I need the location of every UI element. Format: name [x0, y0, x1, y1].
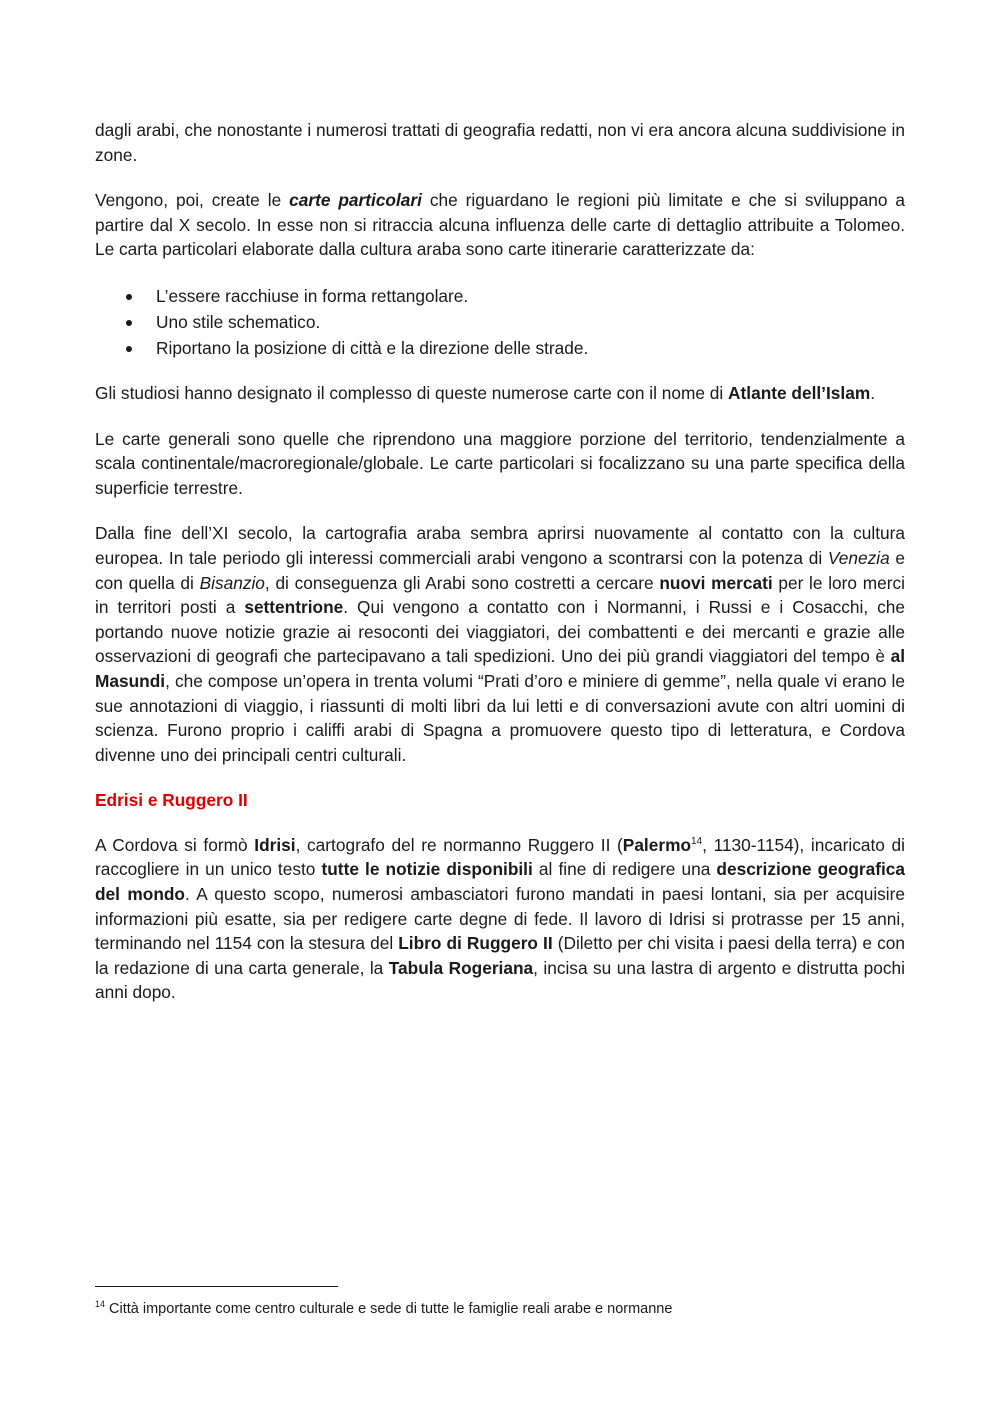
list-item: Riportano la posizione di città e la direzione delle strade. [156, 335, 905, 361]
paragraph-carte-generali: Le carte generali sono quelle che riprendono una maggiore porzione del territorio, tendenzialmente a scala continentale/macroregionale/globale. Le carte particolari si focalizzano su una parte specifica della superficie terrestre. [95, 428, 905, 498]
term-tutte-le-notizie: tutte le notizie disponibili [321, 859, 533, 880]
paragraph-zones: dagli arabi, che nonostante i numerosi trattati di geografia redatti, non vi era ancora alcuna suddivisione in zone. [95, 120, 905, 165]
term-settentrione: settentrione [244, 597, 344, 618]
list-item: L’essere racchiuse in forma rettangolare. [156, 283, 905, 309]
footnote-ref[interactable]: 14 [691, 836, 703, 848]
bullet-icon [126, 346, 132, 352]
paragraph-idrisi: A Cordova si formò Idrisi, cartografo del re normanno Ruggero II (Palermo$^{14}$, 1130-1154), incaricato di raccogliere in un unico testo tutte le notizie disponibili al fine di redigere una descrizione geografica del mondo. A questo scopo, numerosi ambasciatori furono mandati in paesi lontani, sia per acquisire informazioni più esatte, sia per redigere carte degne di fede. Il lavoro di Idrisi si protrasse per 15 anni, terminando nel 1154 con la stesura del Libro di Ruggero II (Diletto per chi visita i paesi della terra) e con la redazione di una carta generale, la Tabula Rogeriana, incisa su una lastra di argento e distrutta pochi anni dopo. [95, 834, 906, 1003]
term-atlante-islam: Atlante dell’Islam [728, 382, 871, 403]
paragraph-atlante: Gli studiosi hanno designato il complesso di queste numerose carte con il nome di Atlante dell’Islam. [95, 382, 875, 403]
paragraph-xi-secolo: Dalla fine dell’XI secolo, la cartografia araba sembra aprirsi nuovamente al contatto con la cultura europea. In tale periodo gli interessi commerciali arabi vengono a scontrarsi con la potenza di Venezia e con quella di Bisanzio, di conseguenza gli Arabi sono costretti a cercare nuovi mercati per le loro merci in territori posti a settentrione. Qui vengono a contatto con i Normanni, i Russi e i Cosacchi, che portando nuove notizie grazie ai resoconti dei viaggiatori, dei combattenti e dei mercanti e grazie alle osservazioni di geografi che partecipavano a tali spedizioni. Uno dei più grandi viaggiatori del tempo è al Masundi, che compose un’opera in trenta volumi “Prati d’oro e miniere di gemme”, nella quale vi erano le sue annotazioni di viaggio, i riassunti di molti libri da lui letti e di conversazioni avute con altri uomini di scienza. Furono proprio i califfi arabi di Spagna a promuovere questo tipo di letteratura, e Cordova divenne uno dei principali centri culturali. [95, 523, 905, 765]
term-nuovi-mercati: nuovi mercati [659, 572, 773, 593]
bullet-icon [126, 294, 132, 300]
footnote-separator [95, 1286, 338, 1287]
term-tabula-rogeriana: Tabula Rogeriana [388, 957, 534, 978]
term-bisanzio: Bisanzio [199, 572, 265, 593]
term-al-masundi: al Masundi [95, 646, 905, 691]
paragraph-carte-particolari: Vengono, poi, create le carte particolari che riguardano le regioni più limitate e che si sviluppano a partire dal X secolo. In esse non si ritraccia alcuna influenza delle carte di dettaglio attribuite a Tolomeo. Le carta particolari elaborate dalla cultura araba sono carte itinerarie caratterizzate da: [95, 190, 906, 260]
list-item: Uno stile schematico. [156, 309, 905, 335]
term-palermo: Palermo [622, 834, 691, 855]
characteristics-list [95, 283, 905, 361]
body-text [95, 118, 905, 1026]
section-heading: Edrisi e Ruggero II [95, 790, 248, 811]
term-idrisi: Idrisi [254, 834, 296, 855]
term-venezia: Venezia [827, 547, 890, 568]
footnote-text: Città importante come centro culturale e sede di tutte le famiglie reali arabe e normanne [105, 1301, 673, 1317]
footnote [95, 1299, 905, 1319]
term-libro-di-ruggero: Libro di Ruggero II [398, 933, 553, 954]
term-carte-particolari: carte particolari [289, 190, 422, 211]
bullet-icon [126, 320, 132, 326]
footnote-number: 14 [95, 1299, 106, 1310]
term-descrizione-geografica: descrizione geografica del mondo [95, 859, 906, 905]
